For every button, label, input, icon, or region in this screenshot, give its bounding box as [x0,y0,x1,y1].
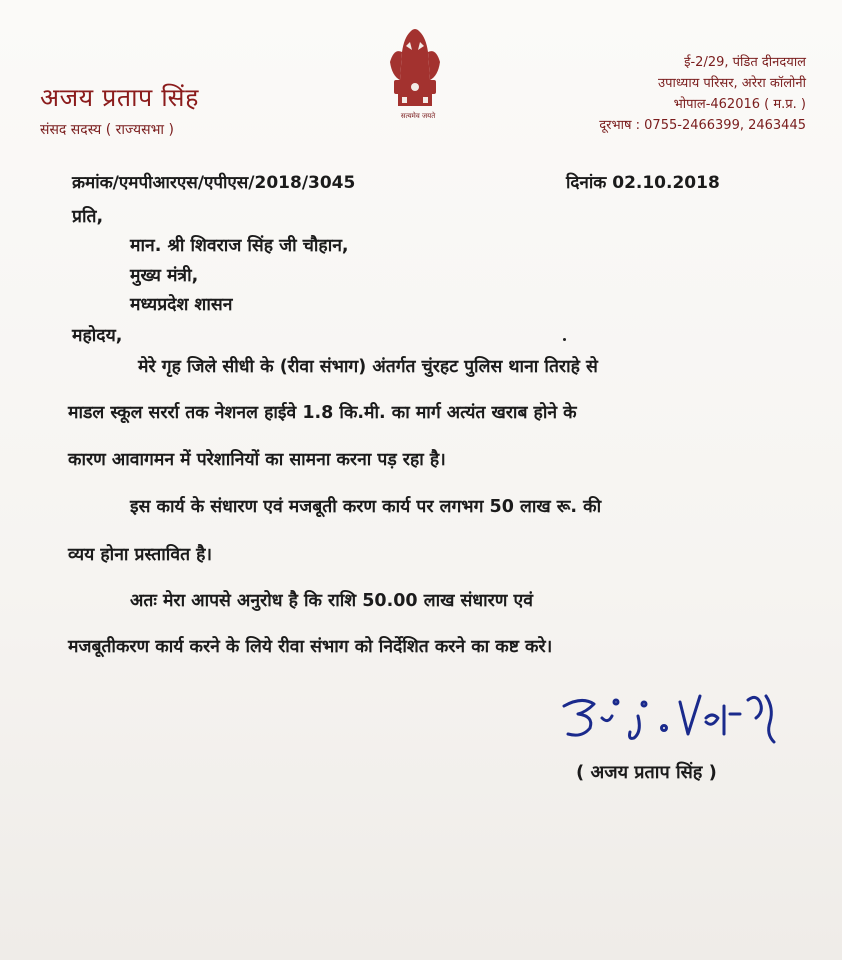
body-line: मेरे गृह जिले सीधी के (रीवा संभाग) अंतर्गत चुंरहट पुलिस थाना तिराहे से [138,357,598,377]
letter-date: दिनांक 02.10.2018 [566,173,720,193]
reference-row [72,170,772,193]
sender-name: अजय प्रताप सिंह [40,83,199,112]
handwritten-signature [560,688,830,758]
body-line: मजबूतीकरण कार्य करने के लिये रीवा संभाग को निर्देशित करने का कष्ट करे। [68,637,553,657]
emblem-caption: सत्यमेव जयते [400,112,436,120]
sender-designation: संसद सदस्य ( राज्यसभा ) [40,122,174,138]
body-line: माडल स्कूल सरर्रा तक नेशनल हाईवे 1.8 कि.मी. का मार्ग अत्यंत खराब होने के [68,403,577,423]
body-line: इस कार्य के संधारण एवं मजबूती करण कार्य पर लगभग 50 लाख रू. की [130,497,602,517]
ink-dot [563,338,566,341]
body-line: व्यय होना प्रस्तावित है। [68,545,213,565]
recipient-prefix: प्रति, [72,207,104,227]
body-line: अतः मेरा आपसे अनुरोध है कि राशि 50.00 लाख संधारण एवं [130,591,533,611]
recipient-line: मान. श्री शिवराज सिंह जी चौहान, [130,236,349,256]
address-line: उपाध्याय परिसर, अरेरा कॉलोनी [658,76,806,91]
phone-line: दूरभाष : 0755-2466399, 2463445 [599,118,806,133]
reference-number: क्रमांक/एमपीआरएस/एपीएस/2018/3045 [72,173,356,193]
salutation: महोदय, [72,326,123,346]
recipient-line: मध्यप्रदेश शासन [130,295,233,315]
recipient-line: मुख्य मंत्री, [130,266,199,286]
signatory-name: ( अजय प्रताप सिंह ) [576,762,717,783]
letterhead-address [599,52,806,136]
body-line: कारण आवागमन में परेशानियों का सामना करना पड़ रहा है। [68,450,446,470]
address-line: ई-2/29, पंडित दीनदयाल [684,55,806,70]
letterhead-left [40,80,199,139]
address-line: भोपाल-462016 ( म.प्र. ) [673,97,806,112]
